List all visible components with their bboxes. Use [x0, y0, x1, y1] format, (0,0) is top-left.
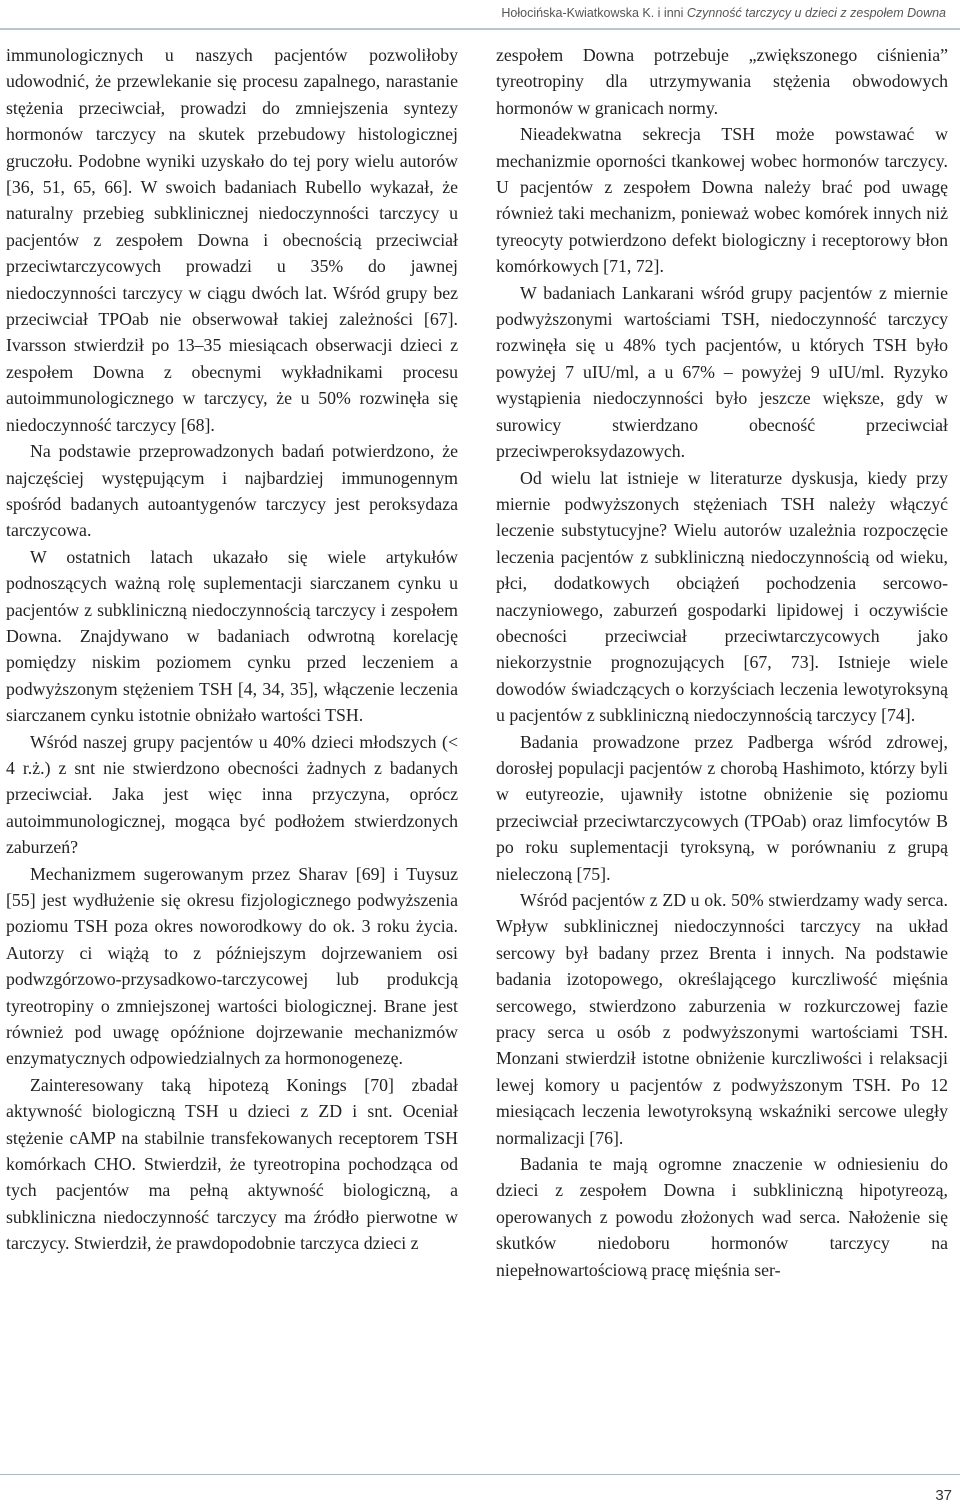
left-column [6, 42, 458, 1257]
paragraph: immunologicznych u naszych pacjentów pozwoliłoby udowodnić, że przewlekanie się procesu zapalnego, narastanie stężenia przeciwciał, prowadzi do zmniejszenia syntezy hormonów tarczycy na skutek przebudowy histologicznej gruczołu. Podobne wyniki uzyskało do tej pory wielu autorów [36, 51, 65, 66]. W swoich badaniach Rubello wykazał, że naturalny przebieg subklinicznej niedoczynności tarczycy u pacjentów z zespołem Downa i obecnością przeciwciał przeciwtarczycowych prowadzi u 35% do jawnej niedoczynności tarczycy w ciągu dwóch lat. Wśród grupy bez przeciwciał TPOab nie obserwował takiej zależności [67]. Ivarsson stwierdził po 13–35 miesiącach obserwacji dzieci z zespołem Downa z obecnymi wykładnikami procesu autoimmunologicznego w tarczycy, że u 50% rozwinęła się niedoczynność tarczycy [68]. [6, 45, 458, 435]
right-column [496, 42, 948, 1283]
page-number: 37 [935, 1487, 952, 1504]
running-header [501, 6, 946, 20]
paragraph: W ostatnich latach ukazało się wiele artykułów podnoszących ważną rolę suplementacji siarczanem cynku u pacjentów z subkliniczną niedoczynnością tarczycy i zespołem Downa. Znajdywano w badaniach odwrotną korelację pomiędzy niskim poziomem cynku przed leczeniem a podwyższonym stężeniem TSH [4, 34, 35], włączenie leczenia siarczanem cynku istotnie obniżało wartości TSH. [6, 546, 458, 726]
paragraph: Badania prowadzone przez Padberga wśród zdrowej, dorosłej populacji pacjentów z chorobą Hashimoto, którzy byli w eutyreozie, ujawniły istotne obniżenie się poziomu przeciwciał przeciwtarczycowych (TPOab) oraz limfocytów B po roku suplementacji tyroksyną, w porównaniu z grupą nieleczoną [75]. [496, 731, 948, 884]
paragraph: W badaniach Lankarani wśród grupy pacjentów z miernie podwyższonymi wartościami TSH, niedoczynność tarczycy rozwinęła się u 48% tych pacjentów, u których TSH było powyżej 7 uIU/ml, a u 67% – powyżej 9 uIU/ml. Ryzyko wystąpienia niedoczynności było jeszcze większe, gdy w surowicy stwierdzano obecność przeciwciał przeciwperoksydazowych. [496, 282, 948, 462]
paragraph: Zainteresowany taką hipotezą Konings [70] zbadał aktywność biologiczną TSH u dzieci z ZD i snt. Oceniał stężenie cAMP na stabilnie transfekowanych receptorem TSH komórkach CHO. Stwierdził, że tyreotropina pochodząca od tych pacjentów ma pełną aktywność biologiczną, a subkliniczna niedoczynność tarczycy ma źródło pierwotne w tarczycy. Stwierdził, że prawdopodobnie tarczyca dzieci z [6, 1074, 458, 1254]
paragraph: Wśród pacjentów z ZD u ok. 50% stwierdzamy wady serca. Wpływ subklinicznej niedoczynności tarczycy na układ sercowy był badany przez Brenta i innych. Na podstawie badania izotopowego, określającego kurczliwość mięśnia sercowego, stwierdzono zaburzenia w rozkurczowej fazie pracy serca u osób z podwyższonymi wartościami TSH. Monzani stwierdził istotne obniżenie kurczliwości i relaksacji lewej komory u pacjentów z podwyższonym TSH. Po 12 miesiącach leczenia lewotyroksyną wskaźniki sercowe uległy normalizacji [76]. [496, 890, 948, 1148]
header-divider [0, 28, 960, 30]
paragraph: Badania te mają ogromne znaczenie w odniesieniu do dzieci z zespołem Downa i subkliniczną hipotyreozą, operowanych z powodu złożonych wad serca. Nałożenie się skutków niedoboru hormonów tarczycy na niepełnowartościową pracę mięśnia ser- [496, 1154, 948, 1280]
paragraph: Na podstawie przeprowadzonych badań potwierdzono, że najczęściej występującym i najbardziej immunogennym spośród badanych autoantygenów tarczycy jest peroksydaza tarczycowa. [6, 441, 458, 541]
header-title: Czynność tarczycy u dzieci z zespołem Downa [686, 6, 946, 20]
paragraph: zespołem Downa potrzebuje „zwiększonego ciśnienia” tyreotropiny dla utrzymywania stężenia obwodowych hormonów w granicach normy. [496, 45, 948, 118]
paragraph: Wśród naszej grupy pacjentów u 40% dzieci młodszych (< 4 r.ż.) z snt nie stwierdzono obecności żadnych z badanych przeciwciał. Jaka jest więc inna przyczyna, oprócz autoimmunologicznej, mogąca być podłożem stwierdzonych zaburzeń? [6, 731, 458, 858]
paragraph: Nieadekwatna sekrecja TSH może powstawać w mechanizmie oporności tkankowej wobec hormonów tarczycy. U pacjentów z zespołem Downa należy brać pod uwagę również taki mechanizm, ponieważ wobec komórek innych niż tyreocyty potwierdzono defekt biologiczny i receptorowy błon komórkowych [71, 72]. [496, 124, 948, 277]
paragraph: Od wielu lat istnieje w literaturze dyskusja, kiedy przy miernie podwyższonych stężeniach TSH należy włączyć leczenie substytucyjne? Wielu autorów uzależnia rozpoczęcie leczenia pacjentów z subkliniczną niedoczynnością od wieku, płci, dodatkowych obciążeń pochodzenia sercowo-naczyniowego, zaburzeń gospodarki lipidowej i oczywiście obecności przeciwciał przeciwtarczycowych jako niekorzystnie prognozujących [67, 73]. Istnieje wiele dowodów świadczących o korzyściach leczenia lewotyroksyną u pacjentów z subkliniczną niedoczynnością tarczycy [74]. [496, 467, 948, 726]
header-authors: Hołocińska-Kwiatkowska K. i inni [501, 6, 684, 20]
paragraph: Mechanizmem sugerowanym przez Sharav [69] i Tuysuz [55] jest wydłużenie się okresu fizjologicznego podwyższenia poziomu TSH poza okres noworodkowy do ok. 3 roku życia. Autorzy ci wiążą to z późniejszym dojrzewaniem osi podwzgórzowo-przysadkowo-tarczycowej lub produkcją tyreotropiny o zmniejszonej wartości biologicznej. Brane jest również pod uwagę opóźnione dojrzewanie mechanizmów enzymatycznych odpowiedzialnych za hormonogenezę. [6, 863, 458, 1069]
footer-divider [0, 1474, 960, 1475]
